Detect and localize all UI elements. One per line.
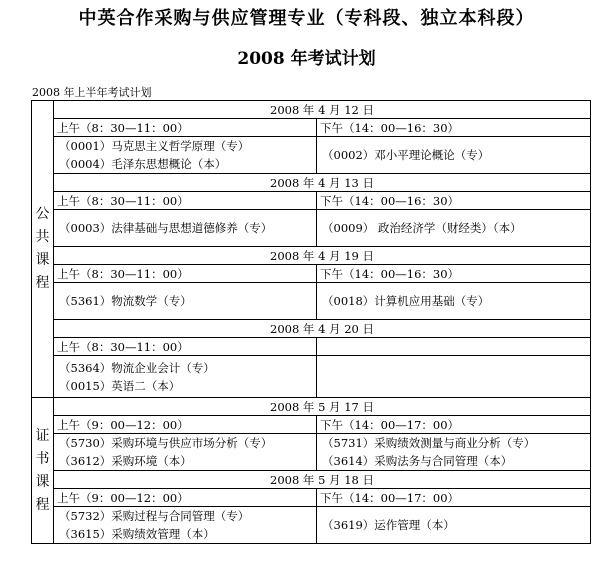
exam-date: 2008 年 5 月 18 日	[54, 471, 591, 489]
session-time-row	[32, 416, 591, 434]
course-entry: （0001）马克思主义哲学原理（专）	[59, 139, 250, 153]
courses-row	[32, 434, 591, 471]
section-label-char: 公	[35, 206, 50, 222]
courses-row	[32, 137, 591, 174]
course-entry: （0015）英语二（本）	[59, 378, 181, 393]
morning-courses-cell	[54, 356, 317, 398]
session-time-row	[32, 489, 591, 507]
morning-session-time: 上午（8：30—11：00）	[54, 338, 317, 356]
morning-session-time: 上午（8：30—11：00）	[54, 265, 317, 283]
section-label-char: 程	[35, 275, 50, 291]
afternoon-courses-cell	[317, 283, 591, 320]
page-title: 中英合作采购与供应管理专业（专科段、独立本科段）	[78, 8, 535, 29]
course-entry: （5364）物流企业会计（专）	[59, 360, 215, 375]
date-row	[32, 247, 591, 265]
morning-courses-cell	[54, 210, 317, 247]
morning-session-time: 上午（8：30—11：00）	[54, 192, 317, 210]
session-time-row	[32, 265, 591, 283]
section-label-char: 课	[35, 252, 50, 268]
morning-session-time: 上午（9：00—12：00）	[54, 416, 317, 434]
course-entry: （0003）法律基础与思想道德修养（专）	[59, 221, 273, 235]
morning-session-time: 上午（9：00—12：00）	[54, 489, 317, 507]
course-entry: （5361）物流数学（专）	[59, 294, 192, 308]
course-entry: （3619）运作管理（本）	[322, 518, 455, 532]
section-label-char: 课	[35, 473, 50, 490]
afternoon-session-time: 下午（14：00—16：30）	[317, 192, 591, 210]
afternoon-courses-cell	[317, 356, 591, 398]
exam-date: 2008 年 4 月 13 日	[54, 174, 591, 192]
morning-courses-cell	[54, 507, 317, 544]
date-row	[32, 471, 591, 489]
course-entry: （3615）采购绩效管理（本）	[59, 527, 215, 541]
afternoon-session-time: 下午（14：00—16：30）	[317, 265, 591, 283]
date-row	[32, 101, 591, 119]
afternoon-courses-cell	[317, 210, 591, 247]
course-entry: （3614）采购法务与合同管理（本）	[322, 454, 513, 468]
section-label-cell	[32, 398, 54, 544]
afternoon-courses-cell	[317, 434, 591, 471]
exam-date: 2008 年 4 月 19 日	[54, 247, 591, 265]
morning-courses-cell	[54, 137, 317, 174]
course-entry: （3612）采购环境（本）	[59, 454, 192, 468]
afternoon-courses-cell	[317, 507, 591, 544]
date-row	[32, 320, 591, 338]
section-label-char: 证	[35, 427, 50, 444]
exam-schedule-table	[31, 100, 591, 544]
courses-row	[32, 356, 591, 398]
course-entry: （5731）采购绩效测量与商业分析（专）	[322, 436, 536, 450]
session-time-row	[32, 119, 591, 137]
courses-row	[32, 507, 591, 544]
exam-schedule-body	[32, 101, 591, 544]
exam-date: 2008 年 5 月 17 日	[54, 398, 591, 416]
schedule-caption: 2008 年上半年考试计划	[32, 86, 152, 99]
date-row	[32, 398, 591, 416]
afternoon-session-time: 下午（14：00—17：00）	[317, 489, 591, 507]
section-label-char: 共	[35, 229, 50, 245]
page-subtitle: 2008 年考试计划	[237, 49, 376, 69]
afternoon-session-time: 下午（14：00—16：30）	[317, 119, 591, 137]
course-entry: （5732）采购过程与合同管理（专）	[59, 509, 250, 523]
session-time-row	[32, 192, 591, 210]
course-entry: （0002）邓小平理论概论（专）	[322, 148, 490, 162]
course-entry: （0004）毛泽东思想概论（本）	[59, 157, 227, 171]
afternoon-session-time	[317, 338, 591, 356]
session-time-row	[32, 338, 591, 356]
date-row	[32, 174, 591, 192]
afternoon-courses-cell	[317, 137, 591, 174]
exam-date: 2008 年 4 月 12 日	[54, 101, 591, 119]
courses-row	[32, 210, 591, 247]
section-label-cell	[32, 101, 54, 398]
courses-row	[32, 283, 591, 320]
morning-session-time: 上午（8：30—11：00）	[54, 119, 317, 137]
exam-date: 2008 年 4 月 20 日	[54, 320, 591, 338]
afternoon-session-time: 下午（14：00—17：00）	[317, 416, 591, 434]
course-entry: （0009） 政治经济学（财经类）（本）	[322, 221, 522, 235]
course-entry: （0018）计算机应用基础（专）	[322, 294, 490, 308]
morning-courses-cell	[54, 434, 317, 471]
section-label-char: 程	[35, 496, 50, 513]
section-label-char: 书	[35, 450, 50, 467]
course-entry: （5730）采购环境与供应市场分析（专）	[59, 436, 273, 450]
morning-courses-cell	[54, 283, 317, 320]
